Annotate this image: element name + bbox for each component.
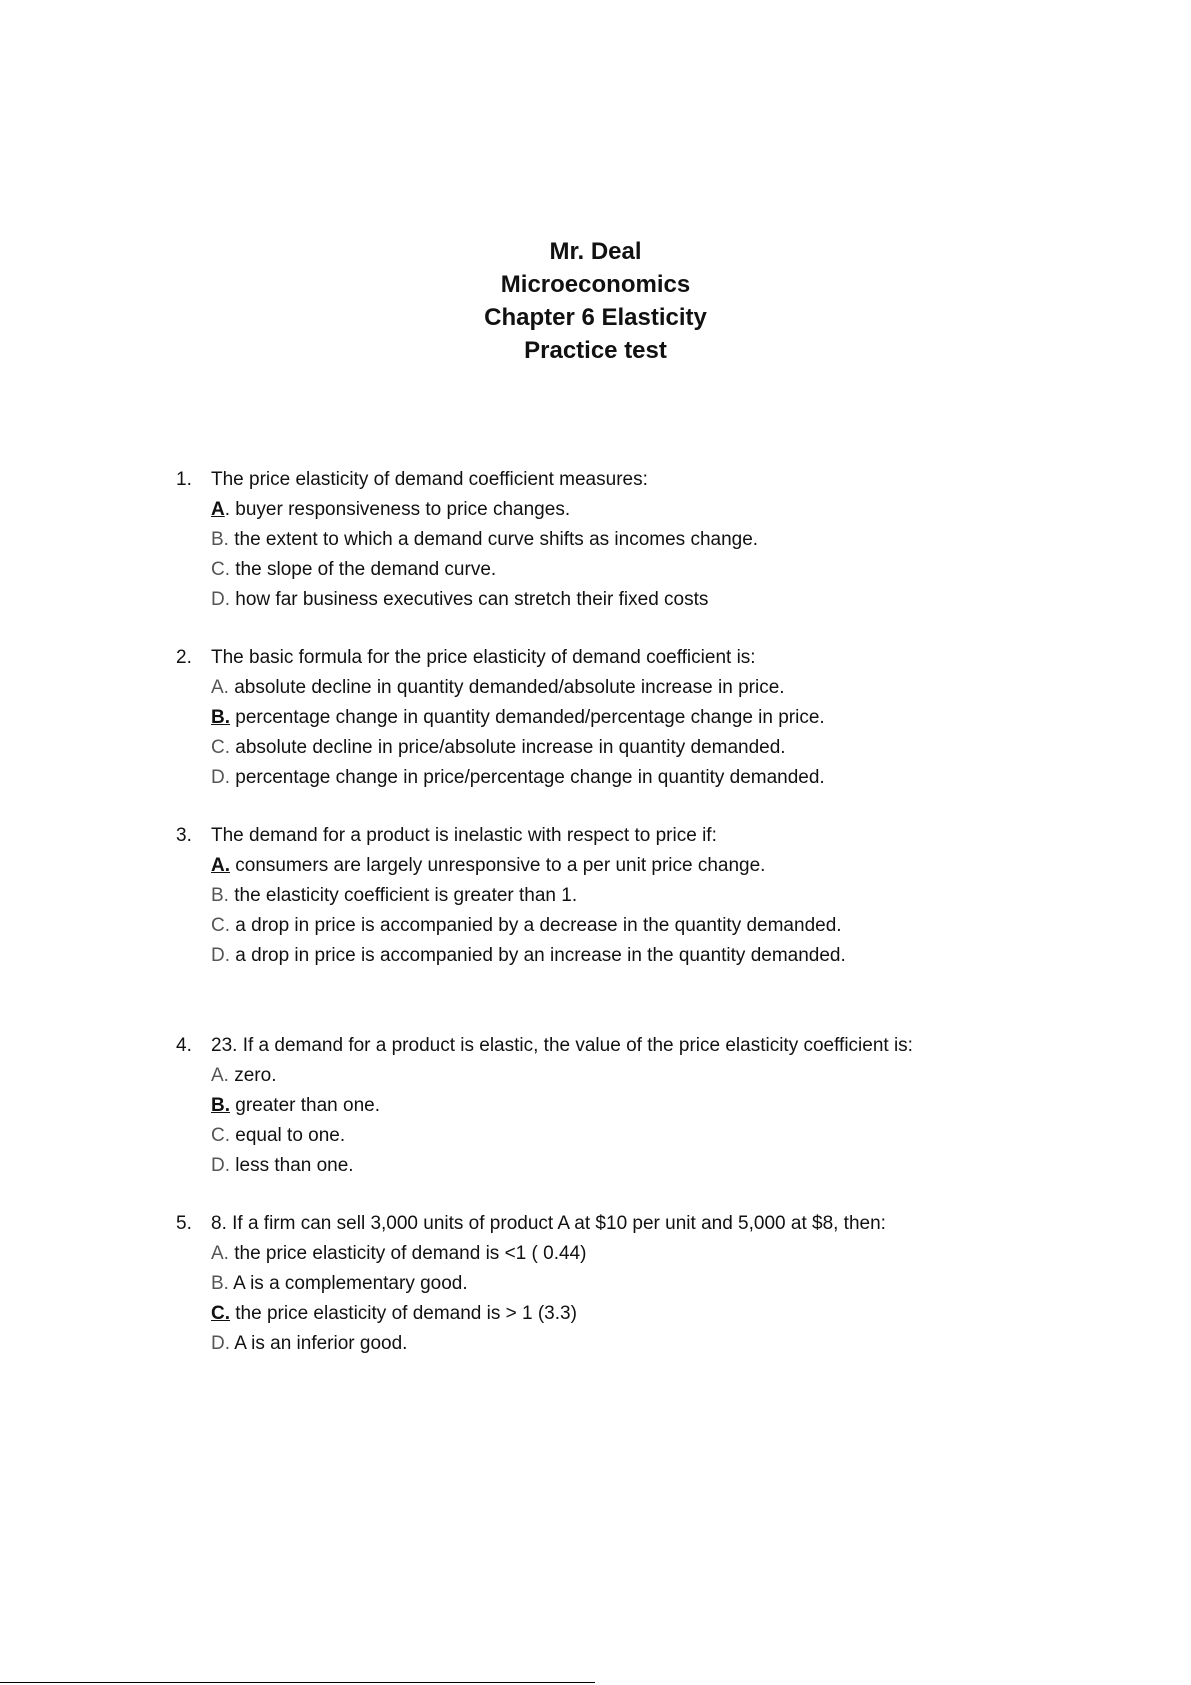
question-text: The basic formula for the price elasticity of demand coefficient is:: [211, 647, 756, 668]
answer-option: [211, 703, 1076, 733]
answer-option: [211, 1239, 1076, 1269]
option-text: percentage change in quantity demanded/percentage change in price.: [230, 707, 825, 728]
answer-option: [211, 1121, 1076, 1151]
option-text: A is an inferior good.: [230, 1333, 408, 1354]
question-stem: [176, 1031, 1076, 1061]
option-text: equal to one.: [230, 1125, 346, 1146]
test-type: Practice test: [524, 337, 667, 364]
course-name: Microeconomics: [500, 271, 691, 298]
title-block: [0, 235, 1191, 367]
option-letter: C.: [211, 559, 230, 580]
correct-answer-letter: A.: [211, 855, 230, 876]
option-letter: A.: [211, 1243, 229, 1264]
teacher-name: Mr. Deal: [549, 238, 642, 265]
answer-option: [211, 1091, 1076, 1121]
correct-answer-letter: B.: [211, 707, 230, 728]
footer-divider: [0, 1682, 595, 1683]
question-text: The price elasticity of demand coefficient measures:: [211, 469, 648, 490]
answer-option: [211, 1269, 1076, 1299]
question-stem: [176, 465, 1076, 495]
option-text: absolute decline in quantity demanded/absolute increase in price.: [228, 677, 785, 698]
question-list: [176, 465, 1076, 1387]
answer-option: [211, 1151, 1076, 1181]
question-number: 2.: [176, 647, 192, 668]
option-text: less than one.: [230, 1155, 354, 1176]
option-letter: D.: [211, 767, 230, 788]
question-number: 4.: [176, 1035, 192, 1056]
answer-option: [211, 733, 1076, 763]
correct-answer-letter: C.: [211, 1303, 230, 1324]
option-letter: C.: [211, 737, 230, 758]
option-text: the elasticity coefficient is greater than 1.: [228, 885, 578, 906]
option-letter: D.: [211, 1155, 230, 1176]
option-letter: D.: [211, 589, 230, 610]
option-letter: D.: [211, 945, 230, 966]
answer-option: [211, 851, 1076, 881]
question-5: [176, 1209, 1076, 1359]
option-separator: .: [224, 499, 231, 520]
option-text: a drop in price is accompanied by a decrease in the quantity demanded.: [230, 915, 842, 936]
option-text: the slope of the demand curve.: [230, 559, 497, 580]
option-letter: A.: [211, 677, 229, 698]
option-letter: C.: [211, 915, 230, 936]
option-text: consumers are largely unresponsive to a per unit price change.: [230, 855, 766, 876]
answer-option: [211, 585, 1076, 615]
option-letter: B.: [211, 1273, 229, 1294]
question-number: 5.: [176, 1213, 192, 1234]
question-text: The demand for a product is inelastic with respect to price if:: [211, 825, 717, 846]
option-text: the price elasticity of demand is > 1 (3.3): [230, 1303, 577, 1324]
option-text: percentage change in price/percentage change in quantity demanded.: [230, 767, 825, 788]
answer-option: [211, 1061, 1076, 1091]
answer-option: [211, 1299, 1076, 1329]
question-3: [176, 821, 1076, 971]
question-2: [176, 643, 1076, 793]
question-number: 3.: [176, 825, 192, 846]
option-letter: B.: [211, 529, 229, 550]
option-text: the price elasticity of demand is <1 ( 0.44): [228, 1243, 587, 1264]
question-text: 23. If a demand for a product is elastic, the value of the price elasticity coefficient is:: [211, 1035, 913, 1056]
answer-option: [211, 495, 1076, 525]
correct-answer-letter: A: [211, 499, 225, 520]
correct-answer-letter: B.: [211, 1095, 230, 1116]
answer-option: [211, 555, 1076, 585]
question-text: 8. If a firm can sell 3,000 units of product A at $10 per unit and 5,000 at $8, then:: [211, 1213, 886, 1234]
question-1: [176, 465, 1076, 615]
option-letter: C.: [211, 1125, 230, 1146]
question-4: [176, 1031, 1076, 1181]
option-letter: A.: [211, 1065, 229, 1086]
answer-option: [211, 763, 1076, 793]
chapter-title: Chapter 6 Elasticity: [484, 304, 707, 331]
option-text: absolute decline in price/absolute increase in quantity demanded.: [230, 737, 786, 758]
option-letter: B.: [211, 885, 229, 906]
answer-option: [211, 525, 1076, 555]
answer-option: [211, 941, 1076, 971]
question-stem: [176, 1209, 1076, 1239]
question-stem: [176, 821, 1076, 851]
answer-option: [211, 1329, 1076, 1359]
option-text: buyer responsiveness to price changes.: [230, 499, 571, 520]
answer-option: [211, 911, 1076, 941]
question-number: 1.: [176, 469, 192, 490]
option-text: the extent to which a demand curve shifts as incomes change.: [228, 529, 759, 550]
question-stem: [176, 643, 1076, 673]
option-text: how far business executives can stretch their fixed costs: [230, 589, 709, 610]
option-text: A is a complementary good.: [228, 1273, 468, 1294]
option-text: zero.: [228, 1065, 277, 1086]
option-text: greater than one.: [230, 1095, 380, 1116]
answer-option: [211, 881, 1076, 911]
option-letter: D.: [211, 1333, 230, 1354]
option-text: a drop in price is accompanied by an increase in the quantity demanded.: [230, 945, 846, 966]
answer-option: [211, 673, 1076, 703]
